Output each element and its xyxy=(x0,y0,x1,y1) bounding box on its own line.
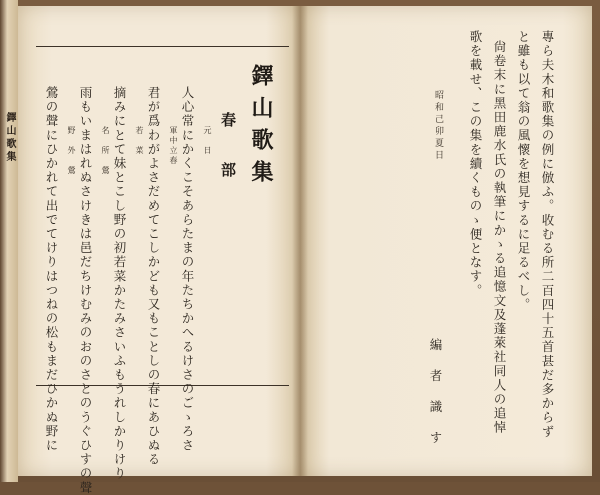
preface-date: 昭和己卯夏日 xyxy=(433,90,443,162)
editor-signature: 編 者 識 す xyxy=(428,338,443,447)
poem-topic: 軍中立春 xyxy=(169,126,178,166)
poem-text: 君が爲わがよさだめてこしかども又もことしの春にあひぬる xyxy=(146,86,161,467)
poem-text: 鶯の聲にひかれて出でてけりはつねの松もまだひかぬ野に xyxy=(44,86,59,453)
preface-line: と雖も以て翁の風懷を想見するに足るべし。 xyxy=(516,30,531,312)
spine-label: 鐸山歌集 xyxy=(4,112,15,164)
collection-title: 鐸山歌集 xyxy=(248,64,274,192)
poem-topic: 元 日 xyxy=(203,126,212,156)
adjacent-page-edge xyxy=(0,0,18,482)
poem-topic: 若 菜 xyxy=(135,126,144,156)
poem-topic: 名 所 鶯 xyxy=(101,126,110,176)
poem-text: 雨もいまはれぬさけきは邑だちけむみのおのさとのうぐひすの聲 xyxy=(78,86,93,495)
preface-line: 尙卷末に黑田鹿水氏の執筆にかゝる追憶文及蓬萊社同人の追悼 xyxy=(492,40,507,435)
preface-line: 專ら夫木和歌集の例に倣ふ。收むる所二百四十五首甚だ多からず xyxy=(540,30,555,439)
poem-text: 摘みにとて妹とこし野の初若菜かたみさいふもうれしかりけり xyxy=(112,86,127,481)
poem-topic: 野 外 鶯 xyxy=(67,126,76,176)
section-heading: 春 部 xyxy=(219,112,237,187)
poem-text: 人心常にかくこそあらたまの年たちかへるけさのごゝろさ xyxy=(180,86,195,453)
preface-line: 歌を載せ、この集を續くものゝ便となす。 xyxy=(468,30,483,298)
book-gutter xyxy=(292,6,308,476)
